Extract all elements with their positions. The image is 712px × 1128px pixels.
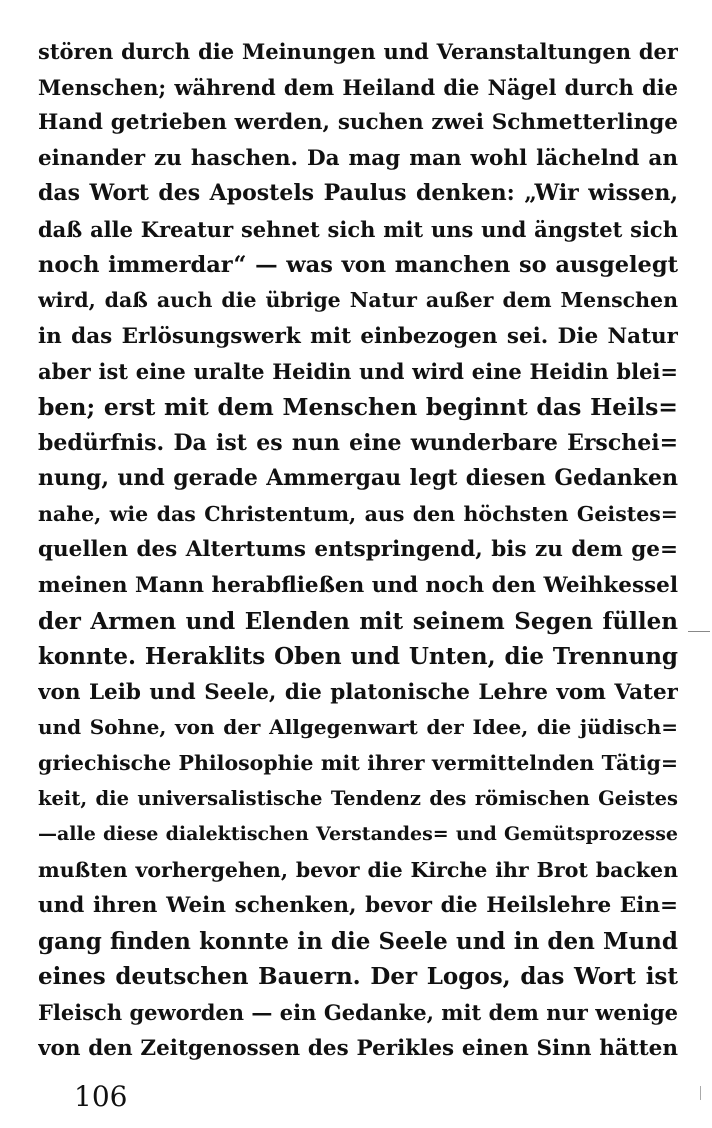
text-line: ben; erst mit dem Menschen beginnt das Heils=: [38, 392, 678, 421]
page-number: 106: [74, 1080, 128, 1113]
margin-mark: [688, 631, 710, 632]
text-line: meinen Mann herabfließen und noch den Weihkessel: [38, 572, 678, 598]
text-line: Fleisch geworden — ein Gedanke, mit dem nur wenige: [38, 1000, 678, 1026]
text-line: der Armen und Elenden mit seinem Segen füllen: [38, 607, 678, 635]
text-line: daß alle Kreatur sehnet sich mit uns und ängstet sich: [38, 216, 678, 242]
text-line: das Wort des Apostels Paulus denken: „Wir wissen,: [38, 180, 678, 207]
text-line: wird, daß auch die übrige Natur außer dem Menschen: [38, 288, 678, 313]
text-line: keit, die universalistische Tendenz des römischen Geistes: [38, 787, 678, 811]
text-line: Hand getrieben werden, suchen zwei Schmetterlinge: [38, 110, 678, 136]
text-line: —alle diese dialektischen Verstandes= und Gemütsprozesse: [38, 823, 678, 846]
text-line: und Sohne, von der Allgegenwart der Idee, die jüdisch=: [38, 715, 678, 740]
text-line: in das Erlösungswerk mit einbezogen sei. Die Natur: [38, 323, 678, 349]
edge-mark: [700, 1086, 701, 1100]
text-line: und ihren Wein schenken, bevor die Heilslehre Ein=: [38, 893, 678, 919]
text-line: aber ist eine uralte Heidin und wird eine Heidin blei=: [38, 359, 678, 385]
text-line: noch immerdar“ — was von manchen so ausgelegt: [38, 251, 678, 278]
text-line: gang finden konnte in die Seele und in den Mund: [38, 927, 678, 955]
text-line: nung, und gerade Ammergau legt diesen Gedanken: [38, 465, 678, 492]
text-line: stören durch die Meinungen und Veranstaltungen der: [38, 39, 678, 64]
text-line: einander zu haschen. Da mag man wohl lächelnd an: [38, 145, 678, 171]
text-line: konnte. Heraklits Oben und Unten, die Trennung: [38, 643, 678, 671]
text-line: von Leib und Seele, die platonische Lehre vom Vater: [38, 679, 678, 705]
text-line: bedürfnis. Da ist es nun eine wunderbare Erschei=: [38, 429, 678, 456]
text-line: mußten vorhergehen, bevor die Kirche ihr Brot backen: [38, 857, 678, 882]
text-line: quellen des Altertums entspringend, bis zu dem ge=: [38, 537, 678, 563]
text-line: Menschen; während dem Heiland die Nägel durch die: [38, 74, 678, 100]
text-line: eines deutschen Bauern. Der Logos, das Wort ist: [38, 963, 678, 991]
text-line: von den Zeitgenossen des Perikles einen Sinn hätten: [38, 1035, 678, 1061]
text-line: griechische Philosophie mit ihrer vermittelnden Tätig=: [38, 750, 678, 775]
text-line: nahe, wie das Christentum, aus den höchsten Geistes=: [38, 501, 678, 526]
body-text: [38, 34, 678, 1066]
